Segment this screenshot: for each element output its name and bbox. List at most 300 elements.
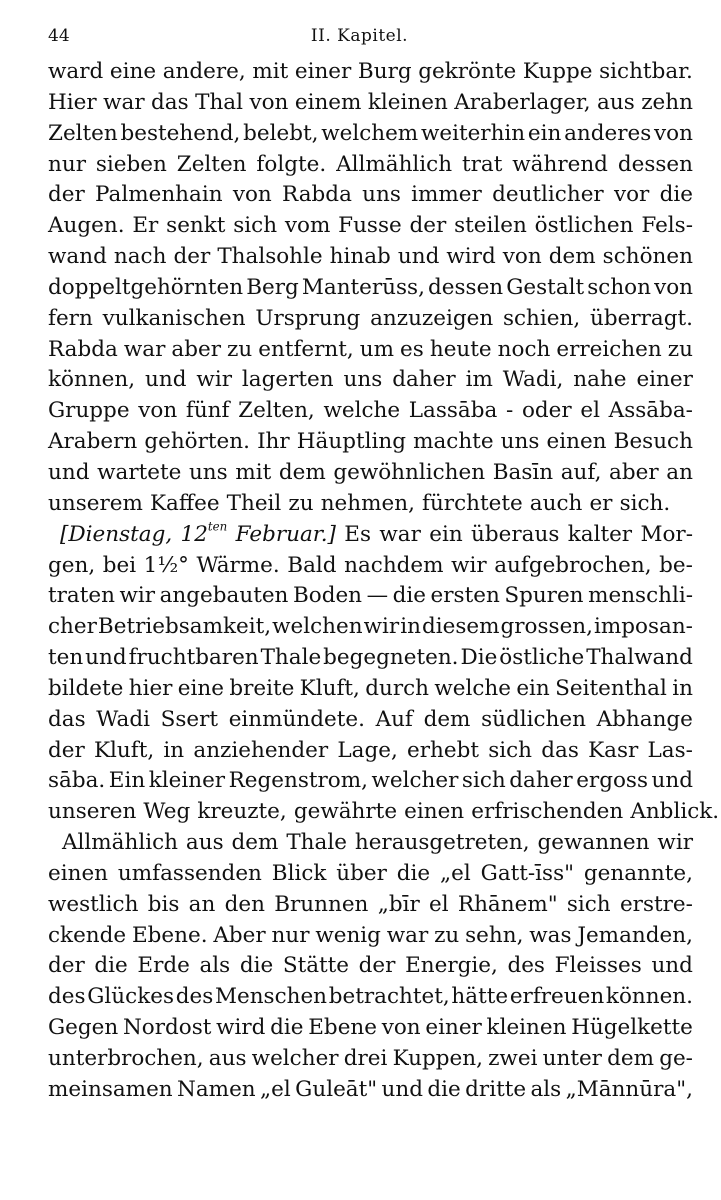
word: Kasr bbox=[588, 737, 639, 763]
word: Thale bbox=[286, 830, 347, 856]
word: einen bbox=[546, 429, 607, 455]
word: heute bbox=[429, 336, 492, 362]
text-line bbox=[48, 119, 693, 150]
word: er bbox=[589, 490, 613, 516]
word: und bbox=[145, 367, 187, 393]
word: an bbox=[666, 459, 693, 485]
word: „bīr bbox=[377, 891, 420, 917]
word: die bbox=[94, 953, 128, 979]
text-line bbox=[48, 859, 693, 890]
word: in bbox=[163, 737, 185, 763]
word: Gestalt bbox=[506, 274, 585, 300]
word: uns bbox=[343, 367, 383, 393]
word: begegneten. bbox=[323, 645, 459, 671]
word: hier bbox=[128, 675, 173, 701]
word: an bbox=[188, 891, 216, 917]
word: zu bbox=[288, 490, 314, 516]
word: gewährte bbox=[293, 799, 398, 825]
word: unter bbox=[542, 1046, 602, 1071]
word: Hügelkette bbox=[571, 1015, 693, 1041]
word: bildete bbox=[48, 675, 124, 701]
word: Basīn bbox=[492, 459, 554, 485]
word: den bbox=[224, 891, 265, 917]
word: Menschen bbox=[214, 984, 328, 1010]
word: aus bbox=[208, 1046, 247, 1071]
word: erfrischenden bbox=[471, 799, 624, 825]
word: der bbox=[409, 213, 447, 239]
word: Kaffee bbox=[149, 490, 220, 516]
word: Lassāba bbox=[408, 398, 498, 424]
word: wartete bbox=[97, 459, 182, 485]
word: sich. bbox=[619, 490, 671, 516]
word: menschli- bbox=[588, 583, 693, 609]
word: be- bbox=[659, 552, 693, 578]
word: von bbox=[654, 120, 693, 146]
word: ge- bbox=[659, 1046, 693, 1071]
word: über bbox=[336, 860, 387, 886]
word: und bbox=[397, 244, 440, 270]
word: einem bbox=[294, 89, 362, 115]
word: kleiner bbox=[148, 768, 226, 794]
word: Kuppe bbox=[522, 59, 593, 84]
word: und bbox=[48, 459, 90, 485]
word: Wadi bbox=[96, 706, 150, 732]
text-line bbox=[48, 921, 693, 952]
word: können, bbox=[48, 367, 136, 393]
word: einer bbox=[294, 59, 352, 84]
word: uns bbox=[188, 459, 228, 485]
word: welchen bbox=[272, 614, 363, 640]
word: schien, bbox=[502, 305, 581, 331]
word: Allmählich bbox=[336, 151, 453, 177]
word: Ebene. bbox=[131, 922, 208, 948]
word: Er bbox=[132, 213, 159, 239]
text-line bbox=[48, 1013, 693, 1044]
text-line bbox=[48, 674, 693, 705]
word: aber bbox=[171, 336, 221, 362]
word: Februar.] bbox=[235, 521, 336, 547]
word: Abhange bbox=[596, 706, 693, 732]
text-line bbox=[48, 890, 693, 921]
word: Die bbox=[460, 645, 498, 671]
word: das bbox=[48, 706, 86, 732]
word: dem bbox=[423, 706, 471, 732]
word: Blick bbox=[271, 860, 327, 886]
word: betrachtet, bbox=[328, 984, 450, 1010]
word: Fusse bbox=[338, 213, 402, 239]
word: und bbox=[651, 953, 693, 979]
word: kalter bbox=[567, 521, 633, 547]
word: es bbox=[400, 336, 424, 362]
text-line bbox=[48, 180, 693, 211]
word: zwei bbox=[488, 1046, 538, 1071]
word: der bbox=[48, 737, 85, 763]
word: während bbox=[512, 151, 608, 177]
word: eine bbox=[177, 675, 224, 701]
word: imposan- bbox=[594, 614, 693, 640]
word: sehn, bbox=[465, 922, 524, 948]
word: von bbox=[381, 1015, 421, 1041]
word: von bbox=[138, 398, 178, 424]
word: angebauten bbox=[159, 583, 289, 609]
word: Guleāt" bbox=[295, 1076, 378, 1102]
word: Regenstrom, bbox=[228, 768, 368, 794]
word: ersten bbox=[430, 583, 500, 609]
chapter-title: II. Kapitel. bbox=[310, 26, 409, 46]
word: kreuzte, bbox=[197, 799, 287, 825]
word: Zelten bbox=[48, 120, 118, 146]
word: anzuzeigen bbox=[370, 305, 494, 331]
word: von bbox=[249, 89, 289, 115]
word: sāba. bbox=[48, 768, 106, 794]
word: Theil bbox=[226, 490, 282, 516]
word: in bbox=[672, 675, 693, 701]
word: Berg bbox=[246, 274, 299, 300]
word: durch bbox=[365, 675, 430, 701]
text-line bbox=[48, 797, 720, 828]
word: sichtbar. bbox=[599, 59, 693, 84]
text-line bbox=[48, 335, 693, 366]
word: wird bbox=[446, 244, 496, 270]
word: Ihr bbox=[257, 429, 290, 455]
word: „el bbox=[260, 1076, 291, 1102]
word: gewöhnlichen bbox=[333, 459, 486, 485]
word: dritte bbox=[465, 1076, 527, 1102]
word: welchem bbox=[321, 120, 419, 146]
word: Auf bbox=[375, 706, 413, 732]
word: sich bbox=[461, 768, 506, 794]
word: im bbox=[465, 367, 493, 393]
word: unterbrochen, bbox=[48, 1046, 204, 1071]
word: sich bbox=[566, 891, 611, 917]
word: unserem bbox=[48, 490, 143, 516]
word: kleinen bbox=[367, 89, 448, 115]
word: deutlicher bbox=[492, 182, 604, 208]
word: erfreuen bbox=[509, 984, 605, 1010]
word: welcher bbox=[251, 1046, 339, 1071]
word: fruchtbaren bbox=[128, 645, 259, 671]
word: Seitenthal bbox=[555, 675, 667, 701]
word: welche bbox=[323, 398, 401, 424]
word: Thale bbox=[260, 645, 322, 671]
word: Kuppen, bbox=[392, 1046, 483, 1071]
word: Erde bbox=[137, 953, 190, 979]
word: grossen, bbox=[500, 614, 593, 640]
word: Jemanden, bbox=[577, 922, 693, 948]
word: überragt. bbox=[589, 305, 693, 331]
word: noch bbox=[497, 336, 551, 362]
word: daher bbox=[392, 367, 456, 393]
word: Araberlager, bbox=[454, 89, 591, 115]
word: dem bbox=[548, 244, 596, 270]
word: daher bbox=[509, 768, 573, 794]
word: ten bbox=[48, 645, 84, 671]
word: Brunnen bbox=[274, 891, 369, 917]
text-line bbox=[48, 458, 693, 489]
word: Arabern bbox=[48, 429, 138, 455]
word: Mor- bbox=[640, 521, 693, 547]
word: Thalwand bbox=[586, 645, 693, 671]
word: nehmen, bbox=[320, 490, 415, 516]
word: schon bbox=[587, 274, 651, 300]
word: sieben bbox=[95, 151, 167, 177]
text-line bbox=[48, 581, 693, 612]
word: des bbox=[175, 984, 214, 1010]
text-line bbox=[48, 150, 693, 181]
word: einer bbox=[636, 367, 693, 393]
text-line bbox=[48, 365, 693, 396]
word: ein bbox=[527, 120, 562, 146]
word: Kluft, bbox=[299, 675, 360, 701]
word: Bald bbox=[287, 552, 337, 578]
word: Allmählich bbox=[62, 830, 178, 856]
word: wird bbox=[216, 1015, 266, 1041]
word: anziehender bbox=[193, 737, 329, 763]
word: Glückes bbox=[87, 984, 174, 1010]
word: sich bbox=[233, 213, 278, 239]
word: nach bbox=[113, 244, 167, 270]
word: uns bbox=[500, 429, 540, 455]
word: Kluft, bbox=[93, 737, 155, 763]
word: steilen bbox=[454, 213, 527, 239]
word: Manterūss, bbox=[301, 274, 425, 300]
word: traten bbox=[48, 583, 115, 609]
word: war bbox=[379, 521, 421, 547]
word: 1½° bbox=[143, 552, 189, 578]
word: schönen bbox=[602, 244, 693, 270]
word: westlich bbox=[48, 891, 139, 917]
word: doppeltgehörnten bbox=[48, 274, 244, 300]
word: war bbox=[103, 89, 145, 115]
word: nachdem bbox=[344, 552, 444, 578]
word: des bbox=[507, 953, 545, 979]
word: der bbox=[358, 953, 396, 979]
word: Thal bbox=[195, 89, 244, 115]
text-line bbox=[48, 242, 693, 273]
word: vom bbox=[284, 213, 331, 239]
word: uns bbox=[362, 182, 401, 208]
word: von bbox=[232, 182, 272, 208]
word: bestehend, bbox=[120, 120, 241, 146]
text-line bbox=[48, 1044, 693, 1075]
word: Assāba- bbox=[608, 398, 693, 424]
word: Aber bbox=[213, 922, 266, 948]
word: gewannen bbox=[537, 830, 650, 856]
word: genannte, bbox=[583, 860, 693, 886]
word: die bbox=[396, 860, 431, 886]
word: Burg bbox=[357, 59, 412, 84]
word: war bbox=[123, 336, 166, 362]
word: einer bbox=[425, 1015, 482, 1041]
word: Anblick. bbox=[630, 799, 720, 825]
word: unseren bbox=[48, 799, 137, 825]
word: und bbox=[85, 645, 127, 671]
word: Ebene bbox=[308, 1015, 377, 1041]
text-line bbox=[48, 982, 693, 1013]
word: Wärme. bbox=[196, 552, 280, 578]
word: dem bbox=[231, 830, 279, 856]
word: aber bbox=[609, 459, 659, 485]
word: Ssert bbox=[160, 706, 219, 732]
word: diesem bbox=[421, 614, 500, 640]
text-line bbox=[48, 1075, 693, 1106]
word: — bbox=[366, 583, 389, 609]
word: wand bbox=[48, 244, 107, 270]
word: Ein bbox=[108, 768, 146, 794]
word: Spuren bbox=[504, 583, 584, 609]
page-number: 44 bbox=[48, 26, 70, 46]
word: nur bbox=[48, 151, 86, 177]
word: welche bbox=[434, 675, 511, 701]
word: aus bbox=[185, 830, 224, 856]
word: Rhānem" bbox=[457, 891, 558, 917]
word: Gruppe bbox=[48, 398, 130, 424]
word: folgte. bbox=[256, 151, 327, 177]
word: zu bbox=[434, 922, 460, 948]
word: die bbox=[392, 583, 426, 609]
word: südlichen bbox=[481, 706, 586, 732]
word: oder bbox=[521, 398, 572, 424]
word: des bbox=[48, 984, 86, 1010]
word: östliche bbox=[499, 645, 585, 671]
word: umfassenden bbox=[117, 860, 262, 886]
word: aufgebrochen, bbox=[494, 552, 652, 578]
word: wir bbox=[119, 583, 156, 609]
word: weiterhin bbox=[420, 120, 526, 146]
word: Fleisses bbox=[554, 953, 642, 979]
word: dem bbox=[278, 459, 326, 485]
word: „Mānnūra", bbox=[565, 1076, 693, 1102]
word: mit bbox=[252, 59, 289, 84]
word: hinab bbox=[329, 244, 391, 270]
word: welcher bbox=[371, 768, 459, 794]
word: einen bbox=[404, 799, 465, 825]
word: bei bbox=[102, 552, 137, 578]
word: nur bbox=[271, 922, 310, 948]
word: zu bbox=[667, 336, 693, 362]
word: das bbox=[541, 737, 579, 763]
word: wenig bbox=[315, 922, 381, 948]
word: wir bbox=[451, 552, 487, 578]
word: andere, bbox=[162, 59, 246, 84]
word: Wadi, bbox=[502, 367, 564, 393]
word: Gatt-īss" bbox=[480, 860, 575, 886]
word: östlichen bbox=[534, 213, 634, 239]
word: drei bbox=[343, 1046, 388, 1071]
word: ckende bbox=[48, 922, 127, 948]
word: dessen bbox=[617, 151, 693, 177]
word: erhebt bbox=[407, 737, 479, 763]
word: kleinen bbox=[486, 1015, 567, 1041]
word: belebt, bbox=[243, 120, 319, 146]
word: auch bbox=[529, 490, 583, 516]
text-line bbox=[48, 57, 693, 88]
text-line bbox=[48, 396, 693, 427]
word: Betriebsamkeit, bbox=[97, 614, 272, 640]
word: herausgetreten, bbox=[354, 830, 530, 856]
word: in bbox=[400, 614, 421, 640]
word: Zelten bbox=[176, 151, 247, 177]
text-line bbox=[48, 766, 693, 797]
text-line bbox=[48, 520, 693, 551]
word: Rabda bbox=[48, 336, 118, 362]
text-line bbox=[48, 551, 693, 582]
word: von bbox=[654, 274, 693, 300]
word: sich bbox=[488, 737, 533, 763]
running-head bbox=[38, 26, 681, 52]
word: immer bbox=[411, 182, 482, 208]
word: „el bbox=[440, 860, 471, 886]
word: fern bbox=[48, 305, 93, 331]
text-line bbox=[48, 828, 693, 859]
word: als bbox=[530, 1076, 562, 1102]
word: ein bbox=[429, 521, 463, 547]
text-line bbox=[48, 489, 693, 520]
word: ward bbox=[48, 59, 104, 84]
word: el bbox=[580, 398, 600, 424]
word: Besuch bbox=[613, 429, 693, 455]
word: el bbox=[429, 891, 449, 917]
word: anderes bbox=[564, 120, 652, 146]
word: der bbox=[48, 182, 85, 208]
word: Boden bbox=[292, 583, 363, 609]
word: senkt bbox=[166, 213, 226, 239]
word: die bbox=[270, 1015, 304, 1041]
word: dem bbox=[607, 1046, 655, 1071]
word: als bbox=[199, 953, 231, 979]
text-line bbox=[48, 211, 693, 242]
word: [Dienstag, bbox=[60, 521, 173, 547]
word: aus bbox=[597, 89, 635, 115]
word: meinsamen bbox=[48, 1076, 173, 1102]
word: mit bbox=[235, 459, 272, 485]
text-line bbox=[48, 88, 693, 119]
word: gehörten. bbox=[144, 429, 250, 455]
word: - bbox=[506, 398, 514, 424]
word: einmündete. bbox=[228, 706, 365, 732]
word: um bbox=[359, 336, 395, 362]
word: Palmenhain bbox=[95, 182, 223, 208]
word: hätte bbox=[451, 984, 509, 1010]
word: Nordost bbox=[122, 1015, 212, 1041]
word: Hier bbox=[48, 89, 97, 115]
word: Rabda bbox=[282, 182, 352, 208]
word: gen, bbox=[48, 552, 96, 578]
text-line bbox=[48, 736, 693, 767]
word: Namen bbox=[177, 1076, 256, 1102]
word: fünf bbox=[185, 398, 230, 424]
text-line bbox=[48, 705, 693, 736]
text-line bbox=[48, 951, 693, 982]
text-line bbox=[48, 643, 693, 674]
word: Zelten, bbox=[238, 398, 315, 424]
word: der bbox=[48, 953, 85, 979]
text-line bbox=[48, 304, 693, 335]
word: zu bbox=[227, 336, 253, 362]
word: die bbox=[239, 953, 274, 979]
word: Fels- bbox=[641, 213, 693, 239]
word: was bbox=[529, 922, 572, 948]
word: und bbox=[651, 768, 693, 794]
word: die bbox=[659, 182, 693, 208]
word: eine bbox=[109, 59, 157, 84]
word: überaus bbox=[471, 521, 560, 547]
word: war bbox=[386, 922, 429, 948]
word: Ursprung bbox=[255, 305, 361, 331]
word: gekrönte bbox=[418, 59, 517, 84]
word: Es bbox=[344, 521, 372, 547]
word: ein bbox=[516, 675, 550, 701]
